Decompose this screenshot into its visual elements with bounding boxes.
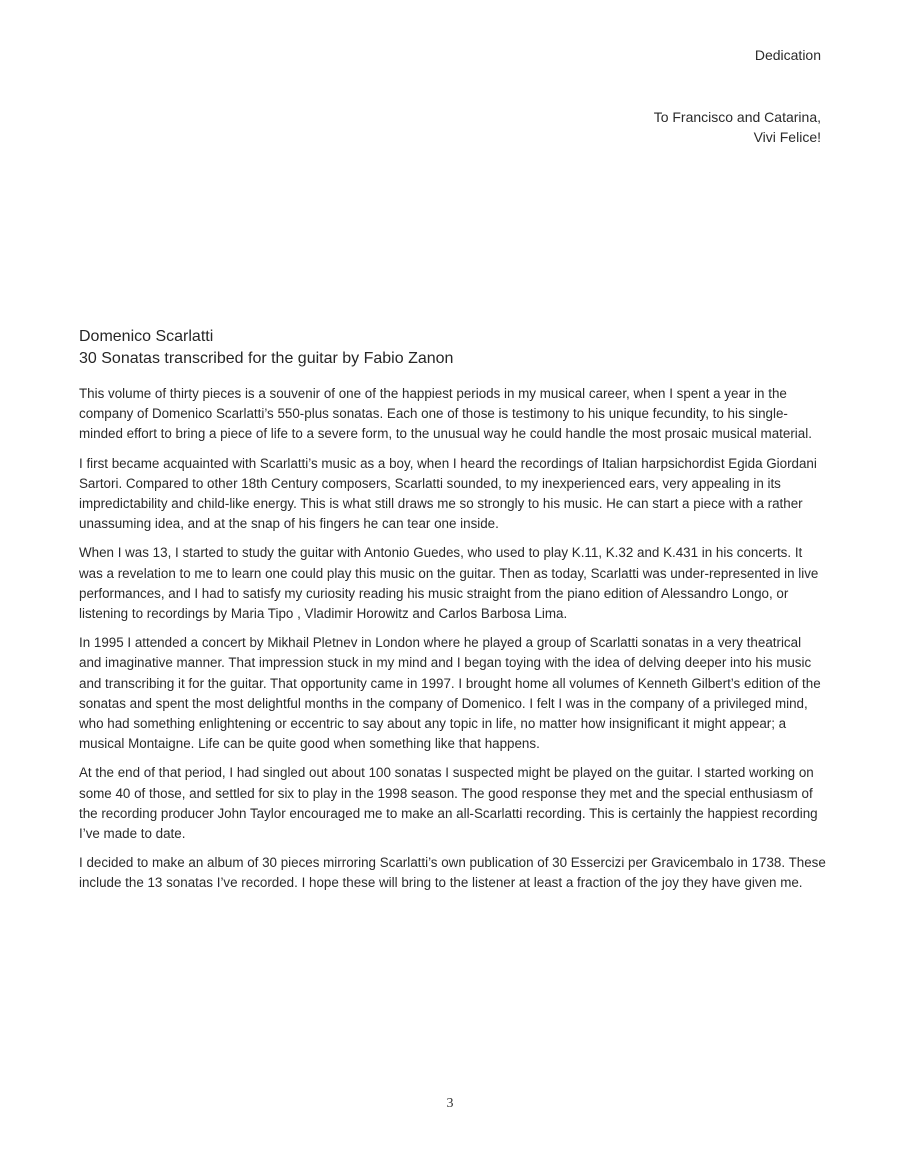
composer-title: Domenico Scarlatti — [79, 328, 214, 345]
paragraph: I first became acquainted with Scarlatti’s music as a boy, when I heard the recordings of Italian harpsichordist Egida Giordani Sartori. Compared to other 18th Century composers, Scarlatti sounded, to my inexperienced ears, very appealing in its impredictability and child-like energy. This is what still draws me so strongly to his music. He can start a piece with a rather unassuming idea, and at the snap of his fingers he can tear one inside. — [79, 455, 817, 532]
dedication-heading: Dedication — [754, 47, 821, 63]
title-block — [79, 326, 839, 370]
dedication-text — [654, 107, 821, 147]
paragraph: I decided to make an album of 30 pieces mirroring Scarlatti’s own publication of 30 Essercizi per Gravicembalo in 1738. These include the 13 sonatas I’ve recorded. I hope these will bring to the listener at least a fraction of the joy they have given me. — [79, 855, 826, 891]
paragraph: At the end of that period, I had singled out about 100 sonatas I suspected might be played on the guitar. I started working on some 40 of those, and settled for six to play in the 1998 season. The good response they met and the special enthusiasm of the recording producer John Taylor encouraged me to make an all-Scarlatti recording. This is certainly the happiest recording I’ve made to date. — [79, 765, 818, 842]
paragraph: In 1995 I attended a concert by Mikhail Pletnev in London where he played a group of Scarlatti sonatas in a very theatrical and imaginative manner. That impression stuck in my mind and I began toying with the idea of delving deeper into his music and transcribing it for the guitar. That opportunity came in 1997. I brought home all volumes of Kenneth Gilbert’s edition of the sonatas and spent the most delightful months in the company of Domenico. I felt I was in the company of a privileged mind, who had something enlightening or eccentric to say about any topic in life, no matter how insignificant it might appear; a musical Montaigne. Life can be quite good when something like that happens. — [79, 635, 821, 752]
paragraph: When I was 13, I started to study the guitar with Antonio Guedes, who used to play K.11, K.32 and K.431 in his concerts. It was a revelation to me to learn one could play this music on the guitar. Then as today, Scarlatti was under-represented in live performances, and I had to satisfy my curiosity reading his music straight from the piano edition of Alessandro Longo, or listening to recordings by Maria Tipo , Vladimir Horowitz and Carlos Barbosa Lima. — [79, 545, 819, 622]
dedication-line-2: Vivi Felice! — [753, 129, 821, 145]
subtitle: 30 Sonatas transcribed for the guitar by Fabio Zanon — [79, 350, 454, 367]
paragraph: This volume of thirty pieces is a souvenir of one of the happiest periods in my musical career, when I spent a year in the company of Domenico Scarlatti’s 550-plus sonatas. Each one of those is testimony to his unique fecundity, to his single-minded effort to bring a piece of life to a severe form, to the unusual way he could handle the most prosaic musical material. — [79, 386, 812, 442]
dedication-line-1: To Francisco and Catarina, — [653, 109, 821, 125]
body-text — [79, 384, 827, 903]
page-number: 3 — [446, 1096, 454, 1111]
